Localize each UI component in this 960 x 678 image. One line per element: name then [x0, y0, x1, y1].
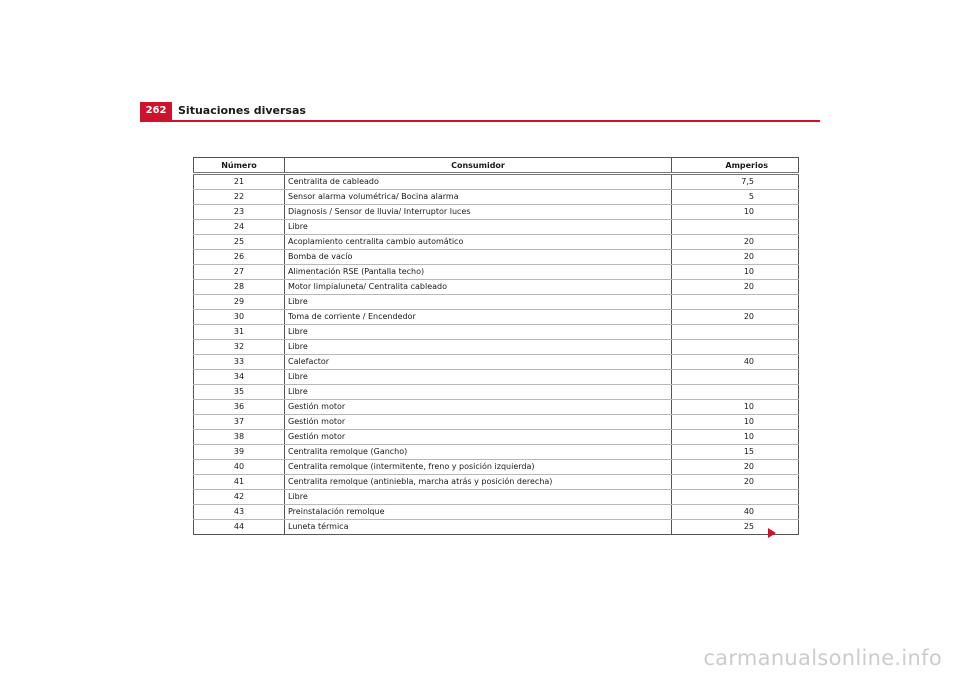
- cell-number: 24: [194, 220, 285, 235]
- table-row: [194, 505, 799, 520]
- cell-amperes: [672, 385, 799, 400]
- cell-amperes: [672, 370, 799, 385]
- cell-number: 29: [194, 295, 285, 310]
- cell-amperes: 20: [672, 460, 799, 475]
- cell-consumer: Libre: [285, 340, 672, 355]
- cell-amperes: 20: [672, 280, 799, 295]
- cell-number: 23: [194, 205, 285, 220]
- table-row: [194, 235, 799, 250]
- cell-consumer: Calefactor: [285, 355, 672, 370]
- cell-consumer: Libre: [285, 385, 672, 400]
- cell-consumer: Toma de corriente / Encendedor: [285, 310, 672, 325]
- table-row: [194, 220, 799, 235]
- cell-amperes: 10: [672, 265, 799, 280]
- cell-number: 28: [194, 280, 285, 295]
- page-number: 262: [140, 102, 172, 120]
- table-row: [194, 174, 799, 190]
- table-row: [194, 385, 799, 400]
- cell-number: 40: [194, 460, 285, 475]
- cell-amperes: 40: [672, 505, 799, 520]
- table-row: [194, 190, 799, 205]
- cell-amperes: 20: [672, 235, 799, 250]
- cell-amperes: [672, 340, 799, 355]
- cell-consumer: Centralita remolque (antiniebla, marcha atrás y posición derecha): [285, 475, 672, 490]
- table-row: [194, 370, 799, 385]
- cell-number: 37: [194, 415, 285, 430]
- watermark: carmanualsonline.info: [703, 646, 942, 670]
- header-row: [194, 158, 799, 174]
- cell-amperes: 5: [672, 190, 799, 205]
- table-body: [194, 174, 799, 535]
- cell-amperes: 10: [672, 415, 799, 430]
- cell-number: 43: [194, 505, 285, 520]
- cell-consumer: Gestión motor: [285, 415, 672, 430]
- cell-number: 30: [194, 310, 285, 325]
- table-row: [194, 280, 799, 295]
- table-row: [194, 340, 799, 355]
- cell-amperes: 20: [672, 250, 799, 265]
- table-row: [194, 355, 799, 370]
- table-row: [194, 475, 799, 490]
- table-row: [194, 430, 799, 445]
- cell-amperes: 7,5: [672, 174, 799, 190]
- cell-number: 21: [194, 174, 285, 190]
- cell-consumer: Libre: [285, 220, 672, 235]
- cell-consumer: Centralita remolque (Gancho): [285, 445, 672, 460]
- cell-amperes: 40: [672, 355, 799, 370]
- cell-amperes: 25: [743, 522, 754, 531]
- section-title: Situaciones diversas: [178, 104, 306, 117]
- table-row: [194, 400, 799, 415]
- cell-consumer: Libre: [285, 325, 672, 340]
- cell-amperes: [672, 325, 799, 340]
- cell-consumer: Luneta térmica: [285, 520, 672, 535]
- cell-consumer: Centralita remolque (intermitente, freno y posición izquierda): [285, 460, 672, 475]
- cell-consumer: Libre: [285, 370, 672, 385]
- cell-consumer: Libre: [285, 490, 672, 505]
- cell-amperes: 20: [672, 475, 799, 490]
- cell-consumer: Preinstalación remolque: [285, 505, 672, 520]
- cell-number: 22: [194, 190, 285, 205]
- table-row: [194, 520, 799, 535]
- cell-number: 33: [194, 355, 285, 370]
- table-row: [194, 415, 799, 430]
- page-header: [140, 102, 820, 122]
- table-row: [194, 310, 799, 325]
- cell-number: 32: [194, 340, 285, 355]
- table-row: [194, 205, 799, 220]
- table-row: [194, 325, 799, 340]
- cell-consumer: Diagnosis / Sensor de lluvia/ Interruptor luces: [285, 205, 672, 220]
- cell-consumer: Sensor alarma volumétrica/ Bocina alarma: [285, 190, 672, 205]
- cell-number: 44: [194, 520, 285, 535]
- cell-number: 41: [194, 475, 285, 490]
- cell-consumer: Gestión motor: [285, 400, 672, 415]
- cell-amperes: 10: [672, 400, 799, 415]
- table-row: [194, 295, 799, 310]
- cell-amperes: 10: [672, 205, 799, 220]
- table-row: [194, 490, 799, 505]
- column-header-number: Número: [194, 158, 285, 174]
- triangle-right-icon: [768, 528, 776, 538]
- cell-number: 27: [194, 265, 285, 280]
- table-header: [194, 158, 799, 174]
- cell-number: 34: [194, 370, 285, 385]
- cell-amperes: [672, 490, 799, 505]
- cell-amperes: [672, 220, 799, 235]
- table-row: [194, 250, 799, 265]
- cell-number: 38: [194, 430, 285, 445]
- fuse-table: [193, 157, 799, 535]
- table-row: [194, 445, 799, 460]
- cell-number: 26: [194, 250, 285, 265]
- cell-number: 25: [194, 235, 285, 250]
- cell-amperes: 10: [672, 430, 799, 445]
- cell-consumer: Motor limpialuneta/ Centralita cableado: [285, 280, 672, 295]
- column-header-consumer: Consumidor: [285, 158, 672, 174]
- cell-number: 35: [194, 385, 285, 400]
- cell-consumer: Gestión motor: [285, 430, 672, 445]
- cell-number: 36: [194, 400, 285, 415]
- cell-amperes: [672, 295, 799, 310]
- cell-amperes: 20: [672, 310, 799, 325]
- column-header-amperes: Amperios: [672, 158, 799, 174]
- cell-number: 31: [194, 325, 285, 340]
- cell-number: 39: [194, 445, 285, 460]
- table-row: [194, 460, 799, 475]
- cell-consumer: Acoplamiento centralita cambio automático: [285, 235, 672, 250]
- cell-consumer: Libre: [285, 295, 672, 310]
- cell-number: 42: [194, 490, 285, 505]
- cell-amperes: 15: [672, 445, 799, 460]
- cell-consumer: Centralita de cableado: [285, 174, 672, 190]
- table-row: [194, 265, 799, 280]
- cell-consumer: Bomba de vacío: [285, 250, 672, 265]
- cell-consumer: Alimentación RSE (Pantalla techo): [285, 265, 672, 280]
